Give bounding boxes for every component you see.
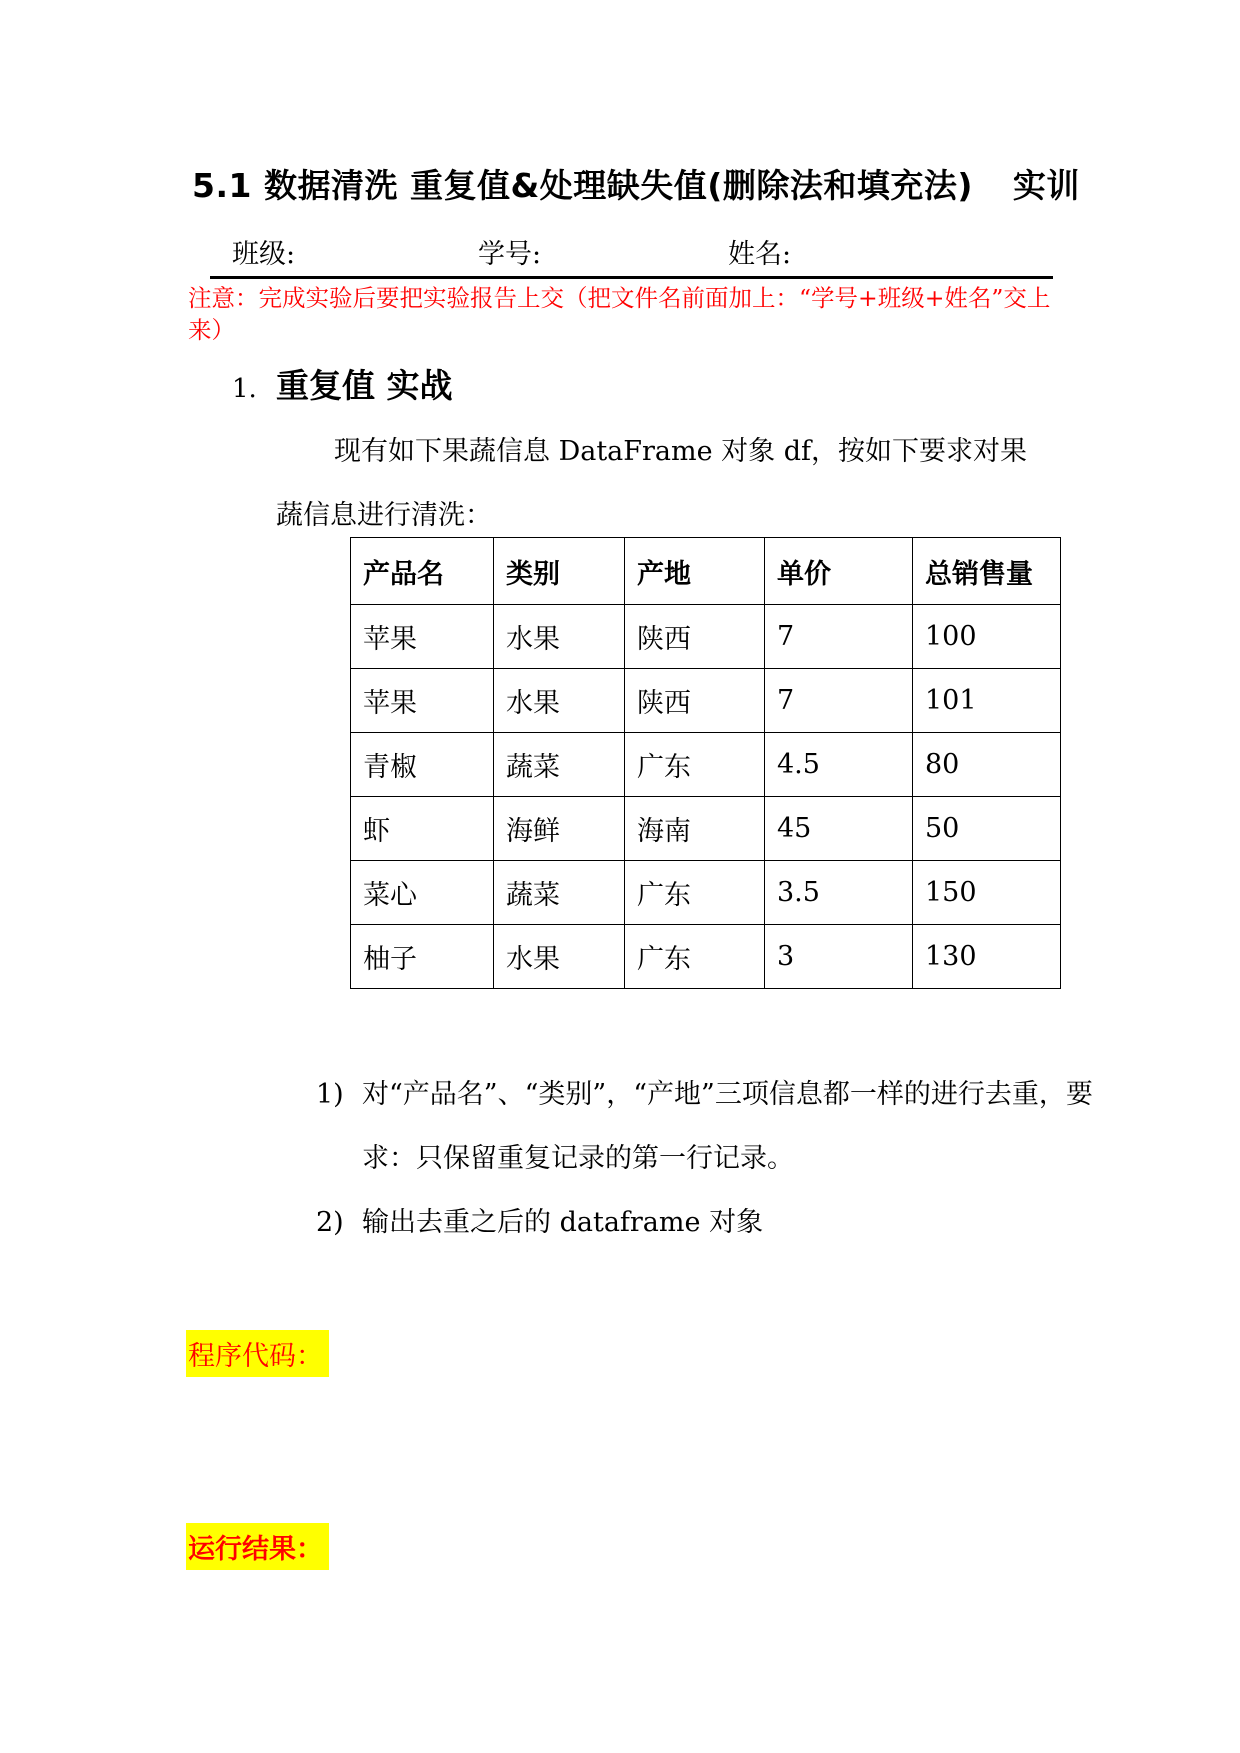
table-header-cell: 类别 (494, 538, 625, 605)
table-header-cell: 产品名 (351, 538, 494, 605)
title-prefix: 5.1 (192, 166, 252, 205)
table-cell: 虾 (351, 797, 494, 861)
title-main: 数据清洗 重复值&处理缺失值(删除法和填充法) (263, 166, 973, 205)
table-cell: 海南 (625, 797, 765, 861)
table-cell: 130 (913, 925, 1061, 989)
table-row (351, 797, 1061, 861)
table-cell: 45 (765, 797, 913, 861)
table-cell: 3 (765, 925, 913, 989)
table-cell: 广东 (625, 733, 765, 797)
list-item (316, 1063, 1096, 1191)
list-item-number: 2) (316, 1207, 344, 1238)
table-cell: 4.5 (765, 733, 913, 797)
table-header-cell: 总销售量 (913, 538, 1061, 605)
table-cell: 蔬菜 (494, 733, 625, 797)
table-cell: 7 (765, 605, 913, 669)
submission-notice: 注意：完成实验后要把实验报告上交（把文件名前面加上：“学号+班级+姓名”交上来） (188, 284, 1051, 344)
table-cell: 101 (913, 669, 1061, 733)
code-label: 程序代码： (186, 1330, 329, 1377)
section-heading (232, 360, 453, 407)
table-cell: 150 (913, 861, 1061, 925)
table-cell: 陕西 (625, 669, 765, 733)
intro-line-2: 蔬信息进行清洗： (276, 500, 492, 531)
table-cell: 3.5 (765, 861, 913, 925)
table-cell: 菜心 (351, 861, 494, 925)
table-cell: 广东 (625, 861, 765, 925)
table-header-row (351, 538, 1061, 605)
table-cell: 50 (913, 797, 1061, 861)
list-item-text: 输出去重之后的 dataframe 对象 (362, 1207, 764, 1238)
table-row (351, 925, 1061, 989)
class-label: 班级: (232, 239, 296, 270)
header-divider (210, 276, 1053, 279)
table-row (351, 669, 1061, 733)
table-cell: 广东 (625, 925, 765, 989)
table-row (351, 605, 1061, 669)
requirements-list (316, 1063, 1096, 1255)
list-item (316, 1191, 1096, 1255)
table-cell: 海鲜 (494, 797, 625, 861)
table-cell: 青椒 (351, 733, 494, 797)
table-cell: 7 (765, 669, 913, 733)
title-suffix: 实训 (1012, 166, 1080, 205)
document-title (192, 160, 1080, 207)
section-number: 1. (232, 374, 257, 404)
name-label: 姓名: (728, 239, 792, 270)
table-cell: 水果 (494, 669, 625, 733)
table-row (351, 733, 1061, 797)
list-item-number: 1) (316, 1079, 344, 1110)
table-cell: 柚子 (351, 925, 494, 989)
table-cell: 蔬菜 (494, 861, 625, 925)
list-item-text: 对“产品名”、“类别”，“产地”三项信息都一样的进行去重，要求：只保留重复记录的第一行记录。 (362, 1079, 1093, 1174)
intro-paragraph (276, 420, 1076, 548)
table-row (351, 861, 1061, 925)
table-cell: 苹果 (351, 605, 494, 669)
table-cell: 80 (913, 733, 1061, 797)
table-header-cell: 产地 (625, 538, 765, 605)
table-cell: 水果 (494, 925, 625, 989)
table-header-cell: 单价 (765, 538, 913, 605)
table-cell: 100 (913, 605, 1061, 669)
section-title: 重复值 实战 (276, 366, 453, 405)
table-cell: 陕西 (625, 605, 765, 669)
result-label: 运行结果： (186, 1523, 329, 1570)
table-cell: 水果 (494, 605, 625, 669)
table-cell: 苹果 (351, 669, 494, 733)
intro-line-1: 现有如下果蔬信息 DataFrame 对象 df，按如下要求对果 (334, 436, 1028, 467)
student-id-label: 学号: (478, 239, 542, 270)
produce-table (350, 537, 1061, 989)
